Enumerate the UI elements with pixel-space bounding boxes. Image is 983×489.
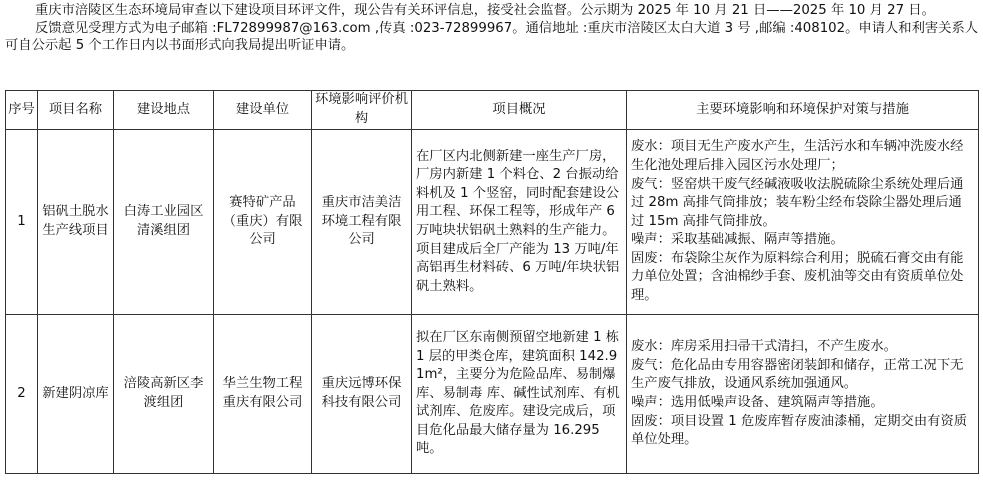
header-measures: 主要环境影响和环境保护对策与措施 <box>627 91 979 130</box>
header-location: 建设地点 <box>114 91 214 130</box>
intro-feedback-contact: 反馈意见受理方式为电子邮箱 :FL72899987@163.com ,传真 :023-72899967。通信地址 :重庆市涪陵区太白大道 3 号 ,邮编 :408102。申请人和利害关系人可自公示起 5 个工作日内以书面形式向我局提出听证申请。 <box>5 20 979 53</box>
row-measures <box>627 315 979 474</box>
row-overview: 在厂区内北侧新建一座生产厂房，厂房内新建 1 个料仓、2 台振动给料机及 1 个竖窑，同时配套建设公用工程、环保工程等，形成年产 6 万吨块状铝矾土熟料的生产能力。项目建成后全厂产能为 13 万吨/年高铝再生材料砖、6 万吨/年块状铝矾土熟料。 <box>412 130 627 315</box>
measure-solid-waste: 固废：项目设置 1 危废库暂存废油漆桶，定期交由有资质单位处理。 <box>631 413 968 448</box>
row-eia-agency: 重庆远博环保科技有限公司 <box>312 315 412 474</box>
row-overview: 拟在厂区东南侧预留空地新建 1 栋 1 层的甲类仓库，建筑面积 142.91m²，主要分为危险品库、易制爆库、易制毒 库、碱性试剂库、有机试剂库、危废库。建设完成后，项目危化品最大储存量为 16.295 吨。 <box>412 315 627 474</box>
row-no: 2 <box>6 315 38 474</box>
measure-exhaust: 废气：危化品由专用容器密闭装卸和储存，正常工况下无生产废气排放，设通风系统加强通风。 <box>631 357 964 392</box>
row-project-name: 铝矾土脱水生产线项目 <box>38 130 114 315</box>
table-row <box>6 130 979 315</box>
row-no: 1 <box>6 130 38 315</box>
row-builder: 赛特矿产品（重庆）有限公司 <box>214 130 312 315</box>
measure-wastewater: 废水：项目无生产废水产生，生活污水和车辆冲洗废水经生化池处理后排入园区污水处理厂； <box>631 139 964 173</box>
measure-solid-waste: 固废：布袋除尘灰作为原料综合利用；脱硫石膏交由有能力单位处置；含油棉纱手套、废机油等交由有资质单位处理。 <box>631 250 964 304</box>
measure-noise: 噪声：采取基础减振、隔声等措施。 <box>631 232 844 248</box>
header-project-name: 项目名称 <box>38 91 114 130</box>
notice-intro <box>5 2 980 55</box>
row-builder: 华兰生物工程重庆有限公司 <box>214 315 312 474</box>
row-location: 白涛工业园区清溪组团 <box>114 130 214 315</box>
table-row <box>6 315 979 474</box>
measure-wastewater: 废水：库房采用扫帚干式清扫，不产生废水。 <box>631 339 897 355</box>
row-project-name: 新建阴凉库 <box>38 315 114 474</box>
measure-exhaust: 废气：竖窑烘干废气经碱液吸收法脱硫除尘系统处理后通过 28m 高排气筒排放；装车粉尘经布袋除尘器处理后通过 15m 高排气筒排放。 <box>631 176 964 229</box>
intro-announcement: 重庆市涪陵区生态环境局审查以下建设项目环评文件，现公告有关环评信息，接受社会监督。公示期为 2025 年 10 月 21 日——2025 年 10 月 27 日。 <box>35 3 935 18</box>
header-overview: 项目概况 <box>412 91 627 130</box>
row-measures <box>627 130 979 315</box>
header-builder: 建设单位 <box>214 91 312 130</box>
header-eia-agency: 环境影响评价机构 <box>312 91 412 130</box>
measure-noise: 噪声：选用低噪声设备、建筑隔声等措施。 <box>631 395 884 410</box>
table-header-row <box>6 91 979 130</box>
row-location: 涪陵高新区李渡组团 <box>114 315 214 474</box>
project-table <box>5 90 979 474</box>
header-no: 序号 <box>6 91 38 130</box>
row-eia-agency: 重庆市洁美洁环境工程有限公司 <box>312 130 412 315</box>
